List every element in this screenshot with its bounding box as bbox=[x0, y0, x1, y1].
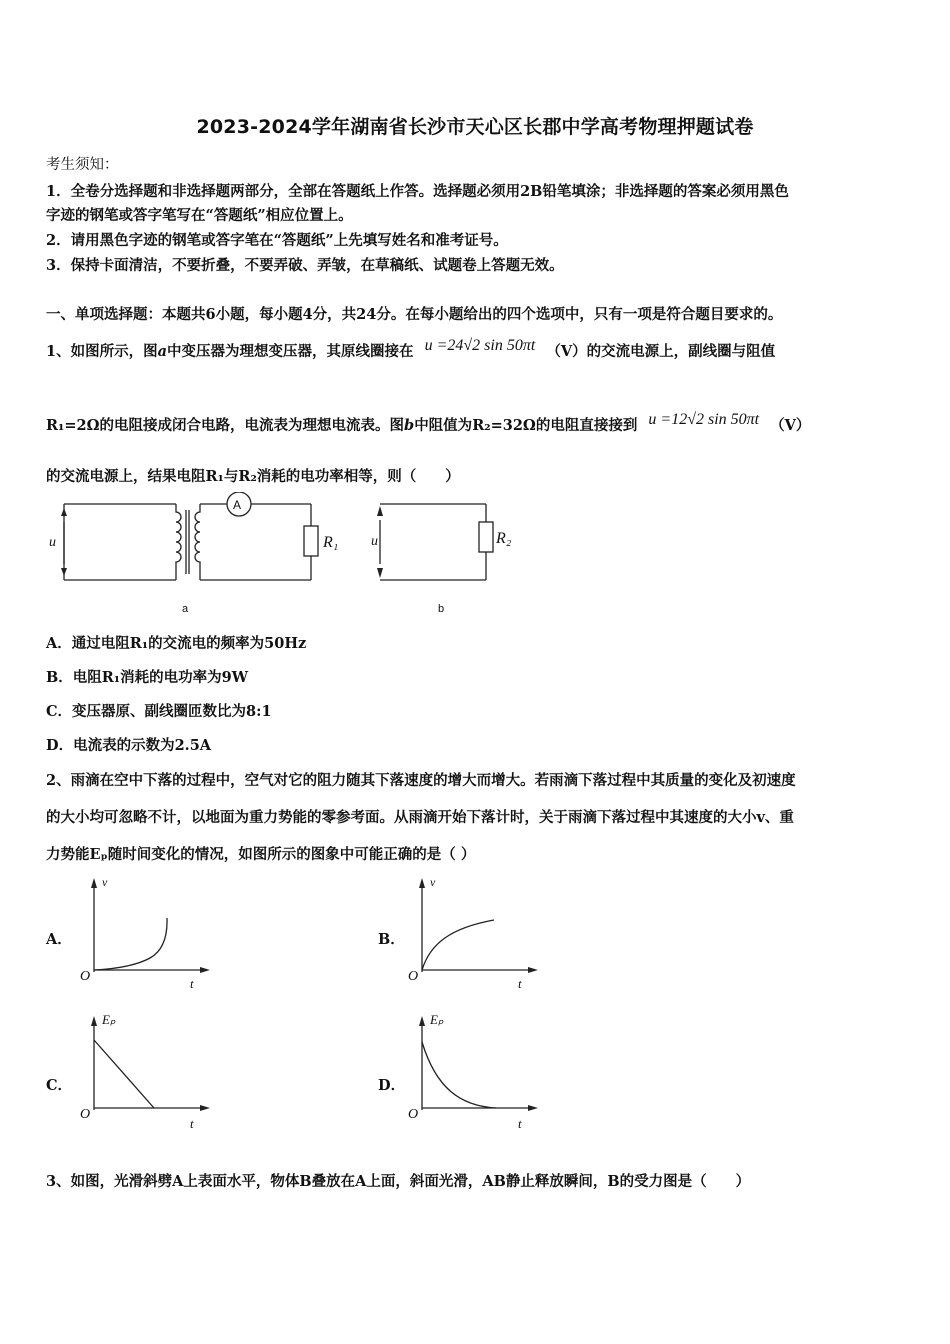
question-2-line-1: 2、雨滴在空中下落的过程中，空气对它的阻力随其下落速度的增大而增大。若雨滴下落过程中其质量的变化及初速度 bbox=[46, 772, 796, 789]
section-heading: 一、单项选择题：本题共6小题，每小题4分，共24分。在每小题给出的四个选项中，只有一项是符合题目要求的。 bbox=[46, 306, 783, 323]
notice-item: 3．保持卡面清洁，不要折叠，不要弄破、弄皱，在草稿纸、试题卷上答题无效。 bbox=[46, 257, 564, 274]
origin-label: O bbox=[80, 1107, 91, 1122]
graph-option-c bbox=[72, 1008, 222, 1132]
origin-label: O bbox=[80, 969, 91, 984]
x-axis-label: t bbox=[518, 976, 522, 991]
figure-caption-a: a bbox=[182, 603, 189, 615]
y-axis-label: v bbox=[430, 875, 436, 889]
question-1-line-3: 的交流电源上，结果电阻R₁与R₂消耗的电功率相等，则（ ） bbox=[46, 468, 460, 485]
graph-option-b bbox=[400, 872, 550, 992]
page-title: 2023-2024学年湖南省长沙市天心区长郡中学高考物理押题试卷 bbox=[196, 116, 754, 138]
voltage-label: u bbox=[371, 534, 378, 549]
notice-item: 2．请用黑色字迹的钢笔或答字笔在“答题纸”上先填写姓名和准考证号。 bbox=[46, 232, 508, 249]
y-axis-label: Eₚ bbox=[430, 1012, 444, 1027]
question-2-line-2: 的大小均可忽略不计，以地面为重力势能的零参考面。从雨滴开始下落计时，关于雨滴下落过程中其速度的大小v、重 bbox=[46, 809, 794, 826]
circuit-figure-a bbox=[46, 492, 346, 616]
question-1-line-2: R₁=2Ω的电阻接成闭合电路，电流表为理想电流表。图b中阻值为R₂=32Ω的电阻直接接到 u =12√2 sin 50πt （V） bbox=[46, 411, 811, 434]
circuit-figure-b bbox=[368, 492, 528, 616]
graph-option-a-label: A． bbox=[46, 931, 72, 948]
resistor-r2-label: R₂ bbox=[496, 530, 512, 547]
x-axis-label: t bbox=[190, 1116, 194, 1131]
equation-2: u =12√2 sin 50πt bbox=[648, 411, 760, 428]
graph-option-a bbox=[72, 872, 222, 992]
graph-option-d bbox=[400, 1008, 550, 1132]
question-2-line-3: 力势能Eₚ随时间变化的情况，如图所示的图象中可能正确的是（ ） bbox=[46, 846, 476, 863]
notice-item: 1．全卷分选择题和非选择题两部分，全部在答题纸上作答。选择题必须用2B铅笔填涂；非选择题的答案必须用黑色 bbox=[46, 183, 789, 200]
graph-option-b-label: B． bbox=[378, 931, 405, 948]
question-1-line-1: 1、如图所示，图a中变压器为理想变压器，其原线圈接在 u =24√2 sin 50πt （V）的交流电源上，副线圈与阻值 bbox=[46, 337, 776, 360]
option-d: D．电流表的示数为2.5A bbox=[46, 737, 212, 754]
x-axis-label: t bbox=[190, 976, 194, 991]
origin-label: O bbox=[408, 1107, 419, 1122]
voltage-label: u bbox=[49, 535, 56, 550]
equation-1: u =24√2 sin 50πt bbox=[424, 337, 536, 354]
graph-option-c-label: C． bbox=[46, 1077, 73, 1094]
resistor-r1-label: R₁ bbox=[323, 534, 339, 551]
question-3: 3、如图，光滑斜劈A上表面水平，物体B叠放在A上面，斜面光滑，AB静止释放瞬间，B的受力图是（ ） bbox=[46, 1173, 751, 1190]
graph-option-d-label: D． bbox=[378, 1077, 406, 1094]
y-axis-label: v bbox=[102, 875, 108, 889]
option-c: C．变压器原、副线圈匝数比为8:1 bbox=[46, 703, 272, 720]
figure-caption-b: b bbox=[438, 603, 445, 615]
origin-label: O bbox=[408, 969, 419, 984]
notice-heading: 考生须知： bbox=[46, 157, 119, 173]
y-axis-label: Eₚ bbox=[102, 1012, 116, 1027]
ammeter-label: A bbox=[233, 498, 242, 512]
option-b: B．电阻R₁消耗的电功率为9W bbox=[46, 669, 249, 686]
option-a: A．通过电阻R₁的交流电的频率为50Hz bbox=[46, 635, 307, 652]
x-axis-label: t bbox=[518, 1116, 522, 1131]
notice-item: 字迹的钢笔或答字笔写在“答题纸”相应位置上。 bbox=[46, 207, 353, 224]
